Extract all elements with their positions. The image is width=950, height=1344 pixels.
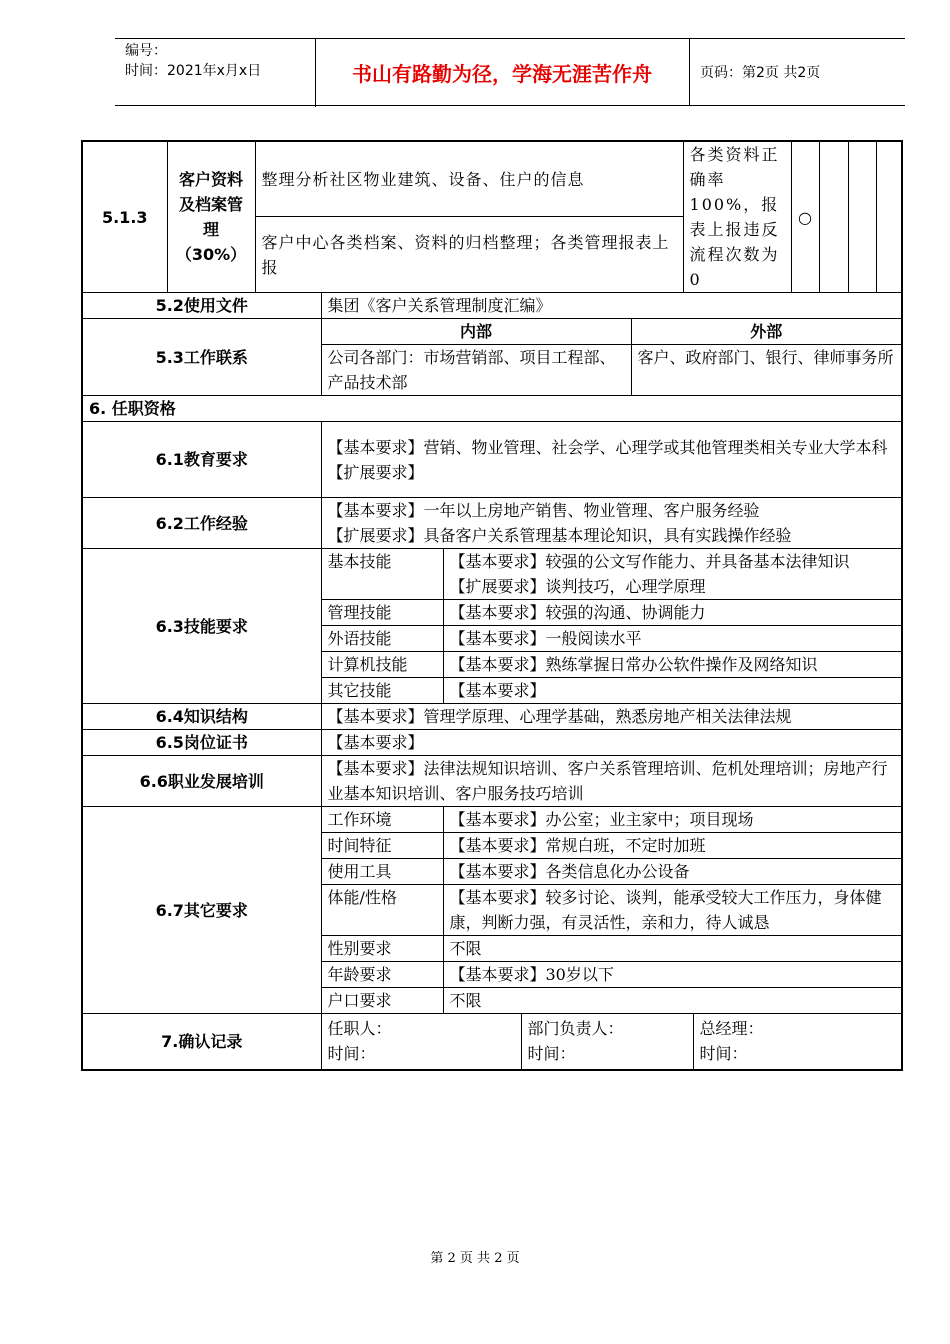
certificate-row bbox=[82, 730, 902, 756]
other-value: 【基本要求】各类信息化办公设备 bbox=[443, 859, 902, 885]
skill-value bbox=[443, 549, 902, 600]
contacts-external-header: 外部 bbox=[631, 319, 902, 345]
skill-name: 其它技能 bbox=[321, 678, 443, 704]
job-description-table bbox=[81, 140, 903, 1071]
experience-value bbox=[321, 498, 902, 549]
confirmation-label: 7.确认记录 bbox=[82, 1014, 321, 1070]
skill-value: 【基本要求】一般阅读水平 bbox=[443, 626, 902, 652]
certificate-label: 6.5岗位证书 bbox=[82, 730, 321, 756]
task-blank-3 bbox=[876, 141, 902, 293]
other-name: 性别要求 bbox=[321, 936, 443, 962]
education-row bbox=[82, 422, 902, 498]
education-label: 6.1教育要求 bbox=[82, 422, 321, 498]
documents-label: 5.2使用文件 bbox=[82, 293, 321, 319]
header-meta bbox=[115, 39, 316, 107]
other-name: 户口要求 bbox=[321, 988, 443, 1014]
other-name: 工作环境 bbox=[321, 807, 443, 833]
training-row bbox=[82, 756, 902, 807]
task-item-1: 整理分析社区物业建筑、设备、住户的信息 bbox=[255, 141, 683, 217]
contacts-label: 5.3工作联系 bbox=[82, 319, 321, 396]
gm-time: 时间： bbox=[699, 1044, 748, 1064]
other-name: 体能/性格 bbox=[321, 885, 443, 936]
other-name: 时间特征 bbox=[321, 833, 443, 859]
dept-head-label: 部门负责人： bbox=[527, 1019, 624, 1039]
task-number: 5.1.3 bbox=[82, 141, 167, 293]
contacts-header-row bbox=[82, 319, 902, 345]
confirmation-holder bbox=[321, 1014, 521, 1070]
other-value: 不限 bbox=[443, 936, 902, 962]
skill-name: 基本技能 bbox=[321, 549, 443, 600]
other-value: 【基本要求】30岁以下 bbox=[443, 962, 902, 988]
skill-value: 【基本要求】较强的沟通、协调能力 bbox=[443, 600, 902, 626]
task-blank-2 bbox=[848, 141, 876, 293]
skill-value: 【基本要求】 bbox=[443, 678, 902, 704]
experience-extended: 【扩展要求】具备客户关系管理基本理论知识，具有实践操作经验 bbox=[327, 526, 792, 545]
knowledge-label: 6.4知识结构 bbox=[82, 704, 321, 730]
time-label: 时间：2021年x月x日 bbox=[125, 63, 262, 79]
documents-row bbox=[82, 293, 902, 319]
experience-label: 6.2工作经验 bbox=[82, 498, 321, 549]
task-standard: 各类资料正确率100%，报表上报违反流程次数为0 bbox=[683, 141, 791, 293]
other-value: 【基本要求】较多讨论、谈判，能承受较大工作压力，身体健康，判断力强，有灵活性，亲和力，待人诚恳 bbox=[443, 885, 902, 936]
qualification-title-row bbox=[82, 396, 902, 422]
qualification-title: 6. 任职资格 bbox=[82, 396, 902, 422]
training-value: 【基本要求】法律法规知识培训、客户关系管理培训、危机处理培训；房地产行业基本知识培训、客户服务技巧培训 bbox=[321, 756, 902, 807]
page-footer: 第 2 页 共 2 页 bbox=[430, 1251, 520, 1266]
confirmation-dept-head bbox=[521, 1014, 693, 1070]
task-item-2: 客户中心各类档案、资料的归档整理；各类管理报表上报 bbox=[255, 217, 683, 293]
holder-time: 时间： bbox=[327, 1044, 376, 1064]
other-value: 不限 bbox=[443, 988, 902, 1014]
other-value: 【基本要求】常规白班，不定时加班 bbox=[443, 833, 902, 859]
holder-label: 任职人： bbox=[327, 1019, 392, 1039]
page-header bbox=[115, 38, 905, 106]
education-basic: 【基本要求】营销、物业管理、社会学、心理学或其他管理类相关专业大学本科 bbox=[327, 437, 888, 457]
certificate-value: 【基本要求】 bbox=[321, 730, 902, 756]
skill-value: 【基本要求】熟练掌握日常办公软件操作及网络知识 bbox=[443, 652, 902, 678]
gm-label: 总经理： bbox=[699, 1019, 764, 1039]
experience-row bbox=[82, 498, 902, 549]
task-blank-1 bbox=[819, 141, 848, 293]
header-page-info: 页码：第2页 共2页 bbox=[700, 65, 821, 81]
other-label: 6.7其它要求 bbox=[82, 807, 321, 1014]
skill-name: 外语技能 bbox=[321, 626, 443, 652]
task-mark: ○ bbox=[791, 141, 819, 293]
contacts-external: 客户、政府部门、银行、律师事务所 bbox=[631, 345, 902, 396]
skill-line: 【基本要求】较强的公文写作能力、并具备基本法律知识 bbox=[449, 552, 850, 571]
contacts-internal: 公司各部门：市场营销部、项目工程部、产品技术部 bbox=[321, 345, 631, 396]
confirmation-gm bbox=[693, 1014, 902, 1070]
experience-basic: 【基本要求】一年以上房地产销售、物业管理、客户服务经验 bbox=[327, 501, 760, 520]
knowledge-value: 【基本要求】管理学原理、心理学基础，熟悉房地产相关法律法规 bbox=[321, 704, 902, 730]
other-row bbox=[82, 807, 902, 833]
skills-label: 6.3技能要求 bbox=[82, 549, 321, 704]
header-motto: 书山有路勤为径，学海无涯苦作舟 bbox=[315, 39, 690, 105]
skill-name: 管理技能 bbox=[321, 600, 443, 626]
serial-label: 编号： bbox=[125, 43, 167, 59]
confirmation-row bbox=[82, 1014, 902, 1070]
documents-value: 集团《客户关系管理制度汇编》 bbox=[321, 293, 902, 319]
skills-row-basic bbox=[82, 549, 902, 600]
dept-head-time: 时间： bbox=[527, 1044, 576, 1064]
other-name: 年龄要求 bbox=[321, 962, 443, 988]
other-name: 使用工具 bbox=[321, 859, 443, 885]
task-row-1 bbox=[82, 141, 902, 217]
knowledge-row bbox=[82, 704, 902, 730]
task-name: 客户资料及档案管理（30%） bbox=[167, 141, 255, 293]
skill-name: 计算机技能 bbox=[321, 652, 443, 678]
other-value: 【基本要求】办公室；业主家中；项目现场 bbox=[443, 807, 902, 833]
education-extended: 【扩展要求】 bbox=[327, 462, 424, 482]
education-value bbox=[321, 422, 902, 498]
training-label: 6.6职业发展培训 bbox=[82, 756, 321, 807]
skill-line: 【扩展要求】谈判技巧，心理学原理 bbox=[449, 577, 706, 596]
contacts-internal-header: 内部 bbox=[321, 319, 631, 345]
